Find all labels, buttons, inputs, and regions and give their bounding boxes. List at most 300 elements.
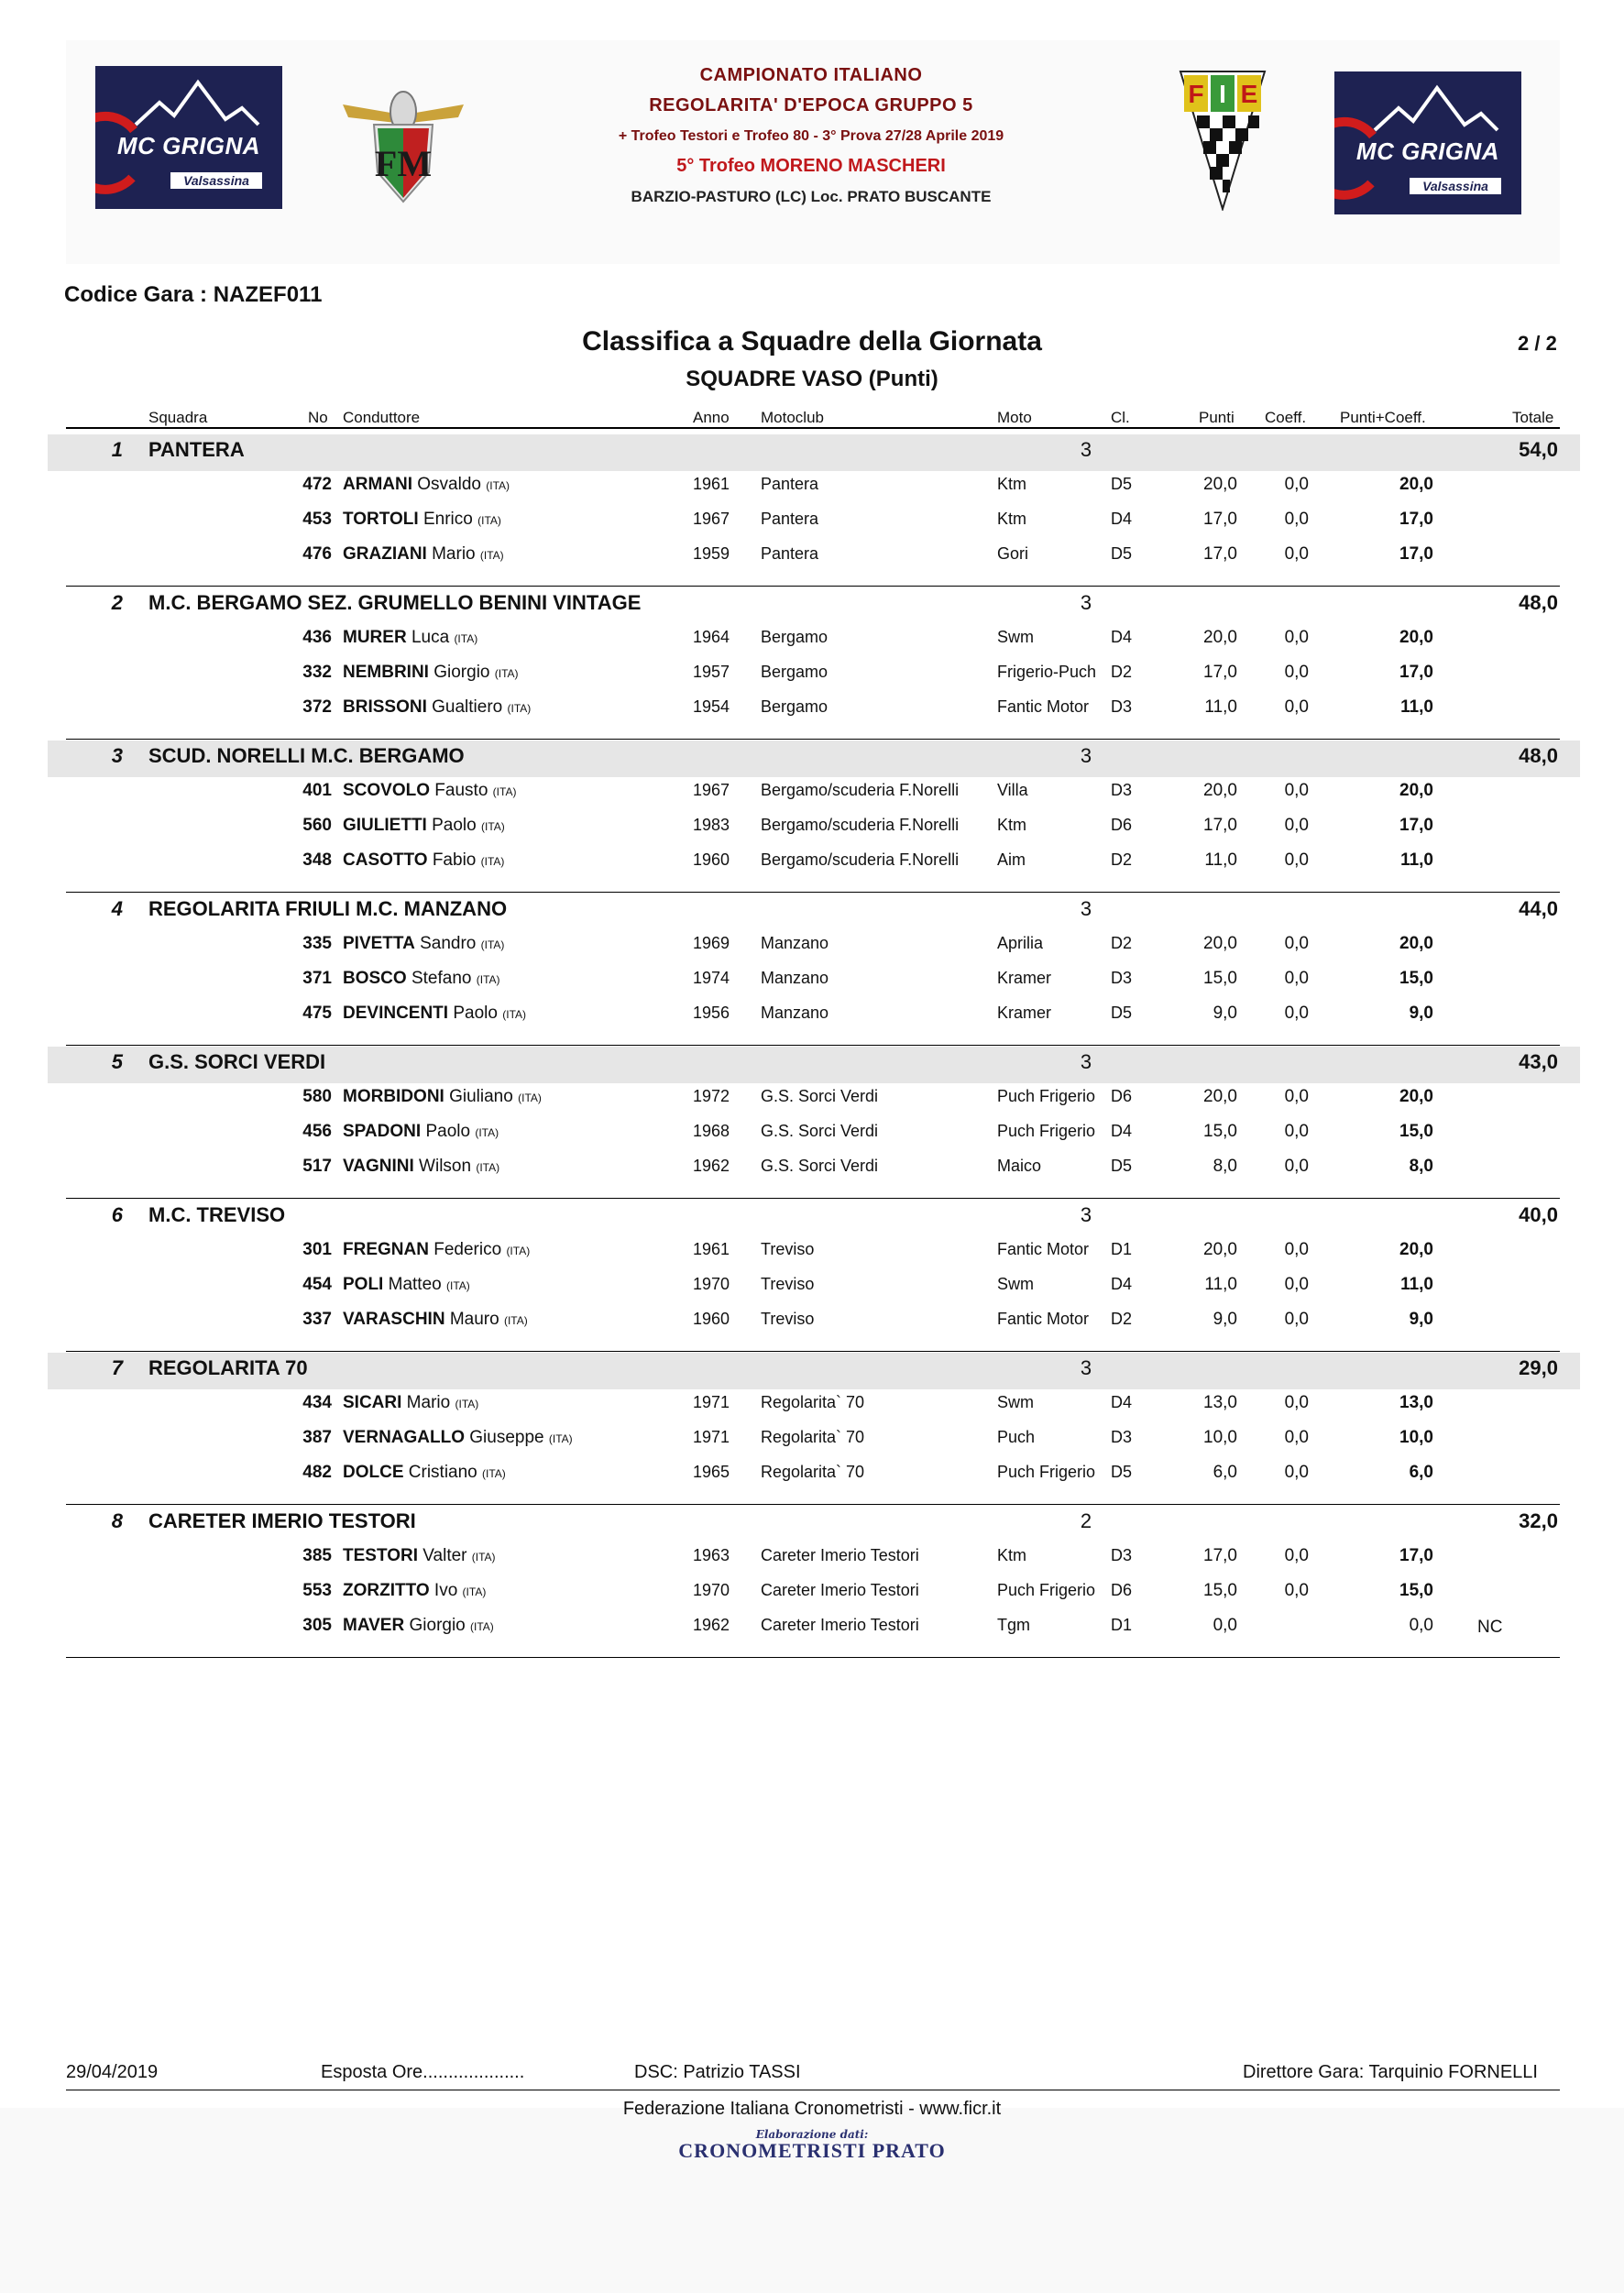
rider-nationality: (ITA) xyxy=(507,702,532,715)
rider-moto: Gori xyxy=(997,544,1029,563)
rider-surname: PIVETTA xyxy=(343,934,415,953)
rider-surname: CASOTTO xyxy=(343,850,428,870)
rider-moto: Puch Frigerio xyxy=(997,1463,1096,1481)
rider-coeff: 0,0 xyxy=(1284,475,1309,494)
rider-moto: Aim xyxy=(997,850,1026,869)
rider-points-coeff: 17,0 xyxy=(1399,1546,1433,1565)
rider-firstname: Mario xyxy=(401,1393,455,1412)
rider-surname: GIULIETTI xyxy=(343,816,427,835)
rider-year: 1972 xyxy=(693,1087,730,1105)
team-position: 7 xyxy=(111,1356,123,1379)
rider-number: 454 xyxy=(302,1275,332,1294)
rider-coeff: 0,0 xyxy=(1284,663,1309,682)
rider-number: 476 xyxy=(302,544,332,564)
rider-points: 17,0 xyxy=(1203,510,1237,529)
team-position: 4 xyxy=(111,897,123,920)
rider-surname: VAGNINI xyxy=(343,1157,414,1176)
header-line-4: 5° Trofeo MORENO MASCHERI xyxy=(676,156,946,176)
rider-coeff: 0,0 xyxy=(1284,544,1309,564)
rider-points: 17,0 xyxy=(1203,816,1237,835)
rider-firstname: Paolo xyxy=(448,1004,503,1023)
rider-firstname: Matteo xyxy=(383,1275,446,1294)
rider-number: 387 xyxy=(302,1428,332,1447)
rider-coeff: 0,0 xyxy=(1284,1393,1309,1412)
team-position: 3 xyxy=(111,744,123,767)
rider-firstname: Giorgio xyxy=(404,1616,471,1635)
rider-motoclub: Bergamo/scuderia F.Norelli xyxy=(761,850,960,869)
team-separator xyxy=(66,1045,1560,1046)
rider-points: 15,0 xyxy=(1203,969,1237,988)
rider-nationality: (ITA) xyxy=(446,1279,470,1292)
rider-name xyxy=(343,1004,526,1024)
rider-nationality: (ITA) xyxy=(482,1467,506,1480)
rider-nationality: (ITA) xyxy=(476,1161,500,1174)
header-line-2: REGOLARITA' D'EPOCA GRUPPO 5 xyxy=(649,95,973,115)
logo-title: MC GRIGNA xyxy=(1355,137,1500,165)
logo-subtitle: Valsassina xyxy=(170,172,262,189)
col-cl: Cl. xyxy=(1111,409,1130,426)
rider-moto: Aprilia xyxy=(997,934,1044,952)
rider-points-coeff: 20,0 xyxy=(1399,1087,1433,1106)
rider-points-coeff: 9,0 xyxy=(1409,1004,1433,1023)
rider-moto: Villa xyxy=(997,781,1028,799)
logo-title: MC GRIGNA xyxy=(116,132,261,159)
team-separator xyxy=(66,1657,1560,1658)
rider-name xyxy=(343,475,510,495)
rider-points-coeff: 13,0 xyxy=(1399,1393,1433,1412)
rider-points: 20,0 xyxy=(1203,628,1237,647)
rider-nationality: (ITA) xyxy=(455,1398,479,1410)
rider-points: 17,0 xyxy=(1203,663,1237,682)
rider-nationality: (ITA) xyxy=(480,820,505,833)
rider-coeff: 0,0 xyxy=(1284,1463,1309,1482)
rider-points: 11,0 xyxy=(1204,1275,1237,1294)
page-title: Classifica a Squadre della Giornata xyxy=(582,326,1042,357)
team-position: 1 xyxy=(111,438,123,461)
rider-points: 20,0 xyxy=(1203,1087,1237,1106)
rider-points-coeff: 11,0 xyxy=(1400,1275,1433,1294)
rider-class: D6 xyxy=(1111,816,1133,834)
rider-surname: FREGNAN xyxy=(343,1240,429,1259)
footer-cronometristi: CRONOMETRISTI PRATO xyxy=(678,2139,946,2162)
rider-moto: Fantic Motor xyxy=(997,697,1090,716)
rider-moto: Frigerio-Puch xyxy=(997,663,1097,681)
rider-points: 15,0 xyxy=(1203,1581,1237,1600)
rider-year: 1968 xyxy=(693,1122,730,1140)
rider-points-coeff: 11,0 xyxy=(1400,697,1433,717)
header-line-3: + Trofeo Testori e Trofeo 80 - 3° Prova 27/28 Aprile 2019 xyxy=(618,128,1004,144)
rider-name xyxy=(343,1087,542,1107)
rider-nationality: (ITA) xyxy=(503,1314,528,1327)
rider-year: 1959 xyxy=(693,544,730,563)
rider-firstname: Giuliano xyxy=(444,1087,519,1106)
rider-number: 553 xyxy=(302,1581,332,1600)
team-band xyxy=(48,434,1580,471)
rider-firstname: Valter xyxy=(418,1546,472,1565)
rider-year: 1969 xyxy=(693,934,730,952)
rider-motoclub: Bergamo/scuderia F.Norelli xyxy=(761,781,960,799)
svg-text:FM: FM xyxy=(374,143,433,184)
rider-points-coeff: 10,0 xyxy=(1399,1428,1433,1447)
rider-points: 9,0 xyxy=(1213,1004,1237,1023)
rider-firstname: Stefano xyxy=(406,969,477,988)
rider-points: 11,0 xyxy=(1204,850,1237,870)
rider-name xyxy=(343,510,501,530)
rider-name xyxy=(343,1463,506,1483)
team-rider-count: 3 xyxy=(1080,1203,1092,1226)
rider-year: 1963 xyxy=(693,1546,730,1564)
rider-points: 20,0 xyxy=(1203,475,1237,494)
rider-year: 1971 xyxy=(693,1428,730,1446)
rider-name xyxy=(343,1616,494,1636)
rider-class: D3 xyxy=(1111,1428,1133,1446)
team-rider-count: 3 xyxy=(1080,1356,1092,1379)
rider-firstname: Gualtiero xyxy=(426,697,508,717)
rider-number: 401 xyxy=(302,781,332,800)
rider-number: 482 xyxy=(302,1463,332,1482)
team-position: 6 xyxy=(111,1203,123,1226)
col-motoclub: Motoclub xyxy=(761,409,824,426)
rider-surname: VERNAGALLO xyxy=(343,1428,465,1447)
logo-subtitle: Valsassina xyxy=(1410,178,1501,194)
rider-surname: BOSCO xyxy=(343,969,407,988)
rider-number: 434 xyxy=(302,1393,332,1412)
rider-motoclub: Bergamo xyxy=(761,697,828,716)
rider-number: 301 xyxy=(302,1240,332,1259)
rider-firstname: Ivo xyxy=(429,1581,463,1600)
team-rider-count: 3 xyxy=(1080,744,1092,767)
rider-class: D4 xyxy=(1111,1393,1133,1411)
col-totale: Totale xyxy=(1512,409,1554,426)
rider-points-coeff: 0,0 xyxy=(1409,1616,1433,1635)
rider-number: 305 xyxy=(302,1616,332,1635)
col-anno: Anno xyxy=(693,409,730,426)
header-line-1: CAMPIONATO ITALIANO xyxy=(699,65,923,85)
team-total: 54,0 xyxy=(1519,438,1558,461)
rider-nationality: (ITA) xyxy=(494,667,519,680)
team-name: M.C. TREVISO xyxy=(148,1203,286,1226)
rider-name xyxy=(343,1310,528,1330)
rider-nationality: (ITA) xyxy=(502,1008,527,1021)
team-total: 40,0 xyxy=(1519,1203,1558,1226)
rider-points-coeff: 20,0 xyxy=(1399,628,1433,647)
rider-year: 1970 xyxy=(693,1581,730,1599)
rider-moto: Swm xyxy=(997,628,1034,646)
rider-moto: Swm xyxy=(997,1393,1034,1411)
team-name: SCUD. NORELLI M.C. BERGAMO xyxy=(148,744,465,767)
rider-points: 0,0 xyxy=(1213,1616,1237,1635)
rider-surname: SPADONI xyxy=(343,1122,422,1141)
rider-points: 10,0 xyxy=(1203,1428,1237,1447)
rider-surname: ARMANI xyxy=(343,475,412,494)
rider-motoclub: Bergamo/scuderia F.Norelli xyxy=(761,816,960,834)
rider-nationality: (ITA) xyxy=(475,1126,499,1139)
team-total: 32,0 xyxy=(1519,1509,1558,1532)
rider-nationality: (ITA) xyxy=(506,1245,531,1257)
team-position: 2 xyxy=(111,591,123,614)
rider-motoclub: Careter Imerio Testori xyxy=(761,1546,919,1564)
rider-points: 13,0 xyxy=(1203,1393,1237,1412)
rider-moto: Puch xyxy=(997,1428,1036,1446)
rider-surname: ZORZITTO xyxy=(343,1581,430,1600)
team-total: 48,0 xyxy=(1519,744,1558,767)
rider-name xyxy=(343,1240,530,1260)
team-name: CARETER IMERIO TESTORI xyxy=(148,1509,416,1532)
rider-number: 335 xyxy=(302,934,332,953)
fmi-logo xyxy=(341,77,466,205)
rider-coeff: 0,0 xyxy=(1284,781,1309,800)
rider-nationality: (ITA) xyxy=(486,479,510,492)
rider-points-coeff: 15,0 xyxy=(1399,1122,1433,1141)
rider-number: 436 xyxy=(302,628,332,647)
team-separator xyxy=(66,1504,1560,1505)
rider-class: D4 xyxy=(1111,1122,1133,1140)
svg-text:F: F xyxy=(1188,80,1204,108)
rider-coeff: 0,0 xyxy=(1284,628,1309,647)
rider-moto: Puch Frigerio xyxy=(997,1581,1096,1599)
rider-motoclub: Treviso xyxy=(761,1240,815,1258)
rider-points: 15,0 xyxy=(1203,1122,1237,1141)
rider-name xyxy=(343,1275,470,1295)
rider-moto: Fantic Motor xyxy=(997,1310,1090,1328)
rider-motoclub: Pantera xyxy=(761,510,819,528)
rider-points: 11,0 xyxy=(1204,697,1237,717)
rider-surname: POLI xyxy=(343,1275,384,1294)
rider-coeff: 0,0 xyxy=(1284,1087,1309,1106)
rider-nationality: (ITA) xyxy=(480,855,505,868)
rider-moto: Ktm xyxy=(997,475,1027,493)
rider-year: 1956 xyxy=(693,1004,730,1022)
rider-name xyxy=(343,1157,499,1177)
rider-year: 1964 xyxy=(693,628,730,646)
rider-coeff: 0,0 xyxy=(1284,1004,1309,1023)
rider-number: 372 xyxy=(302,697,332,717)
rider-coeff: 0,0 xyxy=(1284,697,1309,717)
rider-coeff: 0,0 xyxy=(1284,1122,1309,1141)
rider-year: 1961 xyxy=(693,475,730,493)
rider-motoclub: Careter Imerio Testori xyxy=(761,1616,919,1634)
svg-text:I: I xyxy=(1219,80,1226,108)
rider-motoclub: Treviso xyxy=(761,1275,815,1293)
rider-nationality: (ITA) xyxy=(454,632,478,645)
rider-number: 385 xyxy=(302,1546,332,1565)
rider-class: D6 xyxy=(1111,1087,1133,1105)
rider-name xyxy=(343,544,504,565)
team-name: REGOLARITA FRIULI M.C. MANZANO xyxy=(148,897,508,920)
rider-moto: Puch Frigerio xyxy=(997,1087,1096,1105)
rider-moto: Maico xyxy=(997,1157,1042,1175)
rider-name xyxy=(343,816,505,836)
rider-year: 1962 xyxy=(693,1157,730,1175)
rider-surname: BRISSONI xyxy=(343,697,427,717)
rider-surname: MORBIDONI xyxy=(343,1087,444,1106)
col-coeff: Coeff. xyxy=(1265,409,1307,426)
rider-name xyxy=(343,1393,478,1413)
rider-firstname: Enrico xyxy=(418,510,478,529)
rider-surname: TORTOLI xyxy=(343,510,419,529)
rider-motoclub: Regolarita` 70 xyxy=(761,1393,865,1411)
team-name: REGOLARITA 70 xyxy=(148,1356,308,1379)
rider-coeff: 0,0 xyxy=(1284,816,1309,835)
rider-number: 348 xyxy=(302,850,332,870)
fie-pennant-logo xyxy=(1179,70,1267,211)
team-rider-count: 2 xyxy=(1080,1509,1092,1532)
event-header xyxy=(513,60,1109,212)
rider-year: 1960 xyxy=(693,850,730,869)
rider-class: D3 xyxy=(1111,697,1133,716)
rider-class: D4 xyxy=(1111,628,1133,646)
rider-motoclub: Manzano xyxy=(761,1004,829,1022)
rider-firstname: Fausto xyxy=(430,781,493,800)
rider-class: D5 xyxy=(1111,1004,1133,1022)
rider-number: 475 xyxy=(302,1004,332,1023)
team-rider-count: 3 xyxy=(1080,897,1092,920)
rider-class: D4 xyxy=(1111,510,1133,528)
team-separator xyxy=(66,1198,1560,1199)
rider-nationality: (ITA) xyxy=(476,973,500,986)
rider-coeff: 0,0 xyxy=(1284,1157,1309,1176)
footer-elaborazione: Elaborazione dati: xyxy=(755,2128,869,2141)
rider-points-coeff: 15,0 xyxy=(1399,1581,1433,1600)
team-position: 5 xyxy=(111,1050,123,1073)
col-moto: Moto xyxy=(997,409,1032,426)
rider-motoclub: Regolarita` 70 xyxy=(761,1428,865,1446)
rider-surname: SCOVOLO xyxy=(343,781,431,800)
team-total: 43,0 xyxy=(1519,1050,1558,1073)
rider-firstname: Wilson xyxy=(413,1157,477,1176)
rider-points-coeff: 8,0 xyxy=(1409,1157,1433,1176)
rider-class: D4 xyxy=(1111,1275,1133,1293)
header-rule xyxy=(66,427,1560,429)
rider-points: 20,0 xyxy=(1203,1240,1237,1259)
rider-year: 1960 xyxy=(693,1310,730,1328)
team-separator xyxy=(66,586,1560,587)
rider-moto: Ktm xyxy=(997,510,1027,528)
rider-points-coeff: 20,0 xyxy=(1399,781,1433,800)
page-number: 2 / 2 xyxy=(1518,332,1557,355)
team-total: 48,0 xyxy=(1519,591,1558,614)
team-total: 29,0 xyxy=(1519,1356,1558,1379)
team-total: 44,0 xyxy=(1519,897,1558,920)
mc-grigna-logo-right xyxy=(1334,71,1521,214)
rider-motoclub: Regolarita` 70 xyxy=(761,1463,865,1481)
rider-class: D2 xyxy=(1111,663,1133,681)
rider-coeff: 0,0 xyxy=(1284,1310,1309,1329)
rider-motoclub: G.S. Sorci Verdi xyxy=(761,1087,879,1105)
team-separator xyxy=(66,739,1560,740)
rider-firstname: Cristiano xyxy=(403,1463,483,1482)
rider-class: D2 xyxy=(1111,1310,1133,1328)
rider-points: 20,0 xyxy=(1203,781,1237,800)
rider-firstname: Paolo xyxy=(426,816,481,835)
rider-year: 1983 xyxy=(693,816,730,834)
rider-number: 560 xyxy=(302,816,332,835)
rider-class: D6 xyxy=(1111,1581,1133,1599)
team-rider-count: 3 xyxy=(1080,438,1092,461)
page-subtitle: SQUADRE VASO (Punti) xyxy=(686,367,938,391)
rider-number: 580 xyxy=(302,1087,332,1106)
rider-points-coeff: 15,0 xyxy=(1399,969,1433,988)
rider-name xyxy=(343,1581,486,1601)
team-name: G.S. SORCI VERDI xyxy=(148,1050,326,1073)
race-code: Codice Gara : NAZEF011 xyxy=(64,282,323,307)
rider-points: 8,0 xyxy=(1213,1157,1237,1176)
rider-year: 1967 xyxy=(693,781,730,799)
rider-name xyxy=(343,1546,496,1566)
rider-motoclub: Bergamo xyxy=(761,628,828,646)
footer-date: 29/04/2019 xyxy=(66,2062,159,2082)
rider-year: 1974 xyxy=(693,969,730,987)
svg-text:E: E xyxy=(1240,80,1258,108)
col-punti: Punti xyxy=(1199,409,1234,426)
rider-points-coeff: 17,0 xyxy=(1399,544,1433,564)
rider-nationality: (ITA) xyxy=(477,514,501,527)
rider-surname: GRAZIANI xyxy=(343,544,427,564)
rider-firstname: Mauro xyxy=(444,1310,504,1329)
rider-points: 17,0 xyxy=(1203,1546,1237,1565)
rider-nationality: (ITA) xyxy=(548,1432,573,1445)
rider-firstname: Federico xyxy=(428,1240,507,1259)
rider-moto: Ktm xyxy=(997,1546,1027,1564)
rider-moto: Tgm xyxy=(997,1616,1030,1634)
rider-motoclub: Pantera xyxy=(761,544,819,563)
rider-firstname: Mario xyxy=(426,544,480,564)
rider-firstname: Giuseppe xyxy=(465,1428,549,1447)
rider-coeff: 0,0 xyxy=(1284,850,1309,870)
rider-points-coeff: 9,0 xyxy=(1409,1310,1433,1329)
rider-points: 9,0 xyxy=(1213,1310,1237,1329)
rider-moto: Ktm xyxy=(997,816,1027,834)
col-conduttore: Conduttore xyxy=(343,409,421,426)
mc-grigna-logo-left xyxy=(95,66,282,209)
rider-number: 453 xyxy=(302,510,332,529)
rider-number: 371 xyxy=(302,969,332,988)
rider-name xyxy=(343,934,504,954)
rider-name xyxy=(343,628,477,648)
footer-direttore: Direttore Gara: Tarquinio FORNELLI xyxy=(1243,2062,1538,2082)
rider-nationality: (ITA) xyxy=(471,1551,496,1563)
rider-year: 1957 xyxy=(693,663,730,681)
rider-coeff: 0,0 xyxy=(1284,1581,1309,1600)
footer-dsc: DSC: Patrizio TASSI xyxy=(634,2062,801,2082)
rider-points-coeff: 6,0 xyxy=(1409,1463,1433,1482)
rider-moto: Swm xyxy=(997,1275,1034,1293)
rider-surname: SICARI xyxy=(343,1393,402,1412)
rider-class: D2 xyxy=(1111,934,1133,952)
col-no: No xyxy=(308,409,328,426)
footer-ficr: Federazione Italiana Cronometristi - www.ficr.it xyxy=(622,2099,1002,2119)
team-rider-count: 3 xyxy=(1080,591,1092,614)
rider-firstname: Giorgio xyxy=(428,663,495,682)
rider-nationality: (ITA) xyxy=(462,1585,487,1598)
rider-moto: Kramer xyxy=(997,1004,1052,1022)
col-squadra: Squadra xyxy=(148,409,208,426)
rider-name xyxy=(343,697,531,718)
rider-year: 1961 xyxy=(693,1240,730,1258)
rider-firstname: Fabio xyxy=(427,850,481,870)
rider-surname: VARASCHIN xyxy=(343,1310,445,1329)
rider-class: D3 xyxy=(1111,969,1133,987)
rider-points: 6,0 xyxy=(1213,1463,1237,1482)
rider-class: D3 xyxy=(1111,1546,1133,1564)
rider-points-coeff: 11,0 xyxy=(1400,850,1433,870)
rider-nationality: (ITA) xyxy=(480,938,505,951)
rider-surname: DEVINCENTI xyxy=(343,1004,449,1023)
rider-number: 456 xyxy=(302,1122,332,1141)
rider-class: D5 xyxy=(1111,544,1133,563)
rider-nationality: (ITA) xyxy=(492,785,517,798)
rider-coeff: 0,0 xyxy=(1284,1428,1309,1447)
